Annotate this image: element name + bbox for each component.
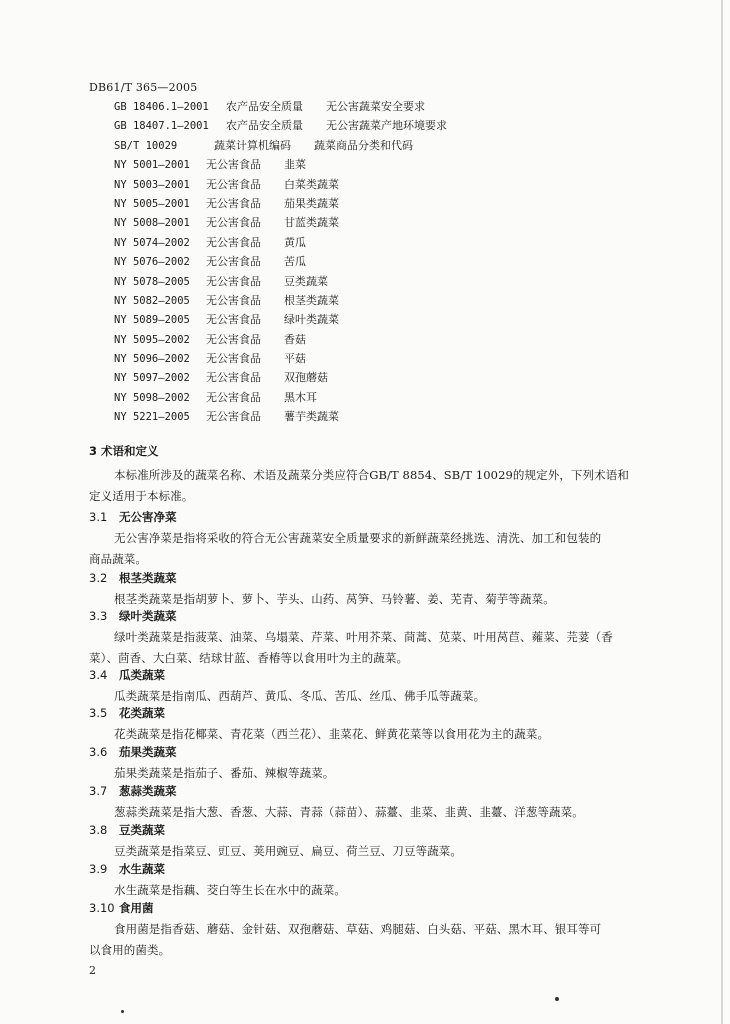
reference-row <box>114 194 447 213</box>
term-title: 花类蔬菜 <box>119 706 165 720</box>
section-3-heading: 3 术语和定义 <box>89 444 159 458</box>
reference-title: 无公害蔬菜产地环境要求 <box>326 119 447 133</box>
reference-code: NY 5089—2005 <box>114 314 190 327</box>
reference-title: 黑木耳 <box>284 390 317 404</box>
term-number: 3.10 <box>89 901 115 915</box>
reference-code: NY 5096—2002 <box>114 353 190 366</box>
reference-category: 无公害食品 <box>206 390 261 404</box>
section-3-intro-line-1: 本标准所涉及的蔬菜名称、术语及蔬菜分类应符合GB/T 8854、SB/T 10029的规定外，下列术语和 <box>114 468 629 482</box>
term-definition-line: 食用菌是指香菇、蘑菇、金针菇、双孢蘑菇、草菇、鸡腿菇、白头菇、平菇、黑木耳、银耳等可 <box>114 922 602 936</box>
term-heading <box>89 667 165 683</box>
term-heading <box>89 608 177 624</box>
reference-title: 甘蓝类蔬菜 <box>284 216 339 230</box>
reference-code: NY 5074—2002 <box>114 236 190 249</box>
term-title: 茄果类蔬菜 <box>119 745 177 759</box>
reference-code: NY 5003—2001 <box>114 178 190 191</box>
term-definition-line: 豆类蔬菜是指菜豆、豇豆、荚用豌豆、扁豆、荷兰豆、刀豆等蔬菜。 <box>114 844 462 858</box>
term-title: 根茎类蔬菜 <box>119 571 177 585</box>
reference-code: NY 5095—2002 <box>114 333 190 346</box>
reference-title: 双孢蘑菇 <box>284 371 328 385</box>
term-number: 3.7 <box>89 784 108 798</box>
term-number: 3.5 <box>89 706 108 720</box>
term-heading <box>89 900 154 916</box>
term-definition-line: 菜）、茴香、大白菜、结球甘蓝、香椿等以食用叶为主的蔬菜。 <box>89 651 409 665</box>
term-definition-line: 根茎类蔬菜是指胡萝卜、萝卜、芋头、山药、莴笋、马铃薯、姜、芜青、菊芋等蔬菜。 <box>114 592 555 606</box>
reference-code: GB 18407.1—2001 <box>114 120 209 133</box>
reference-row <box>114 388 447 407</box>
term-title: 无公害净菜 <box>119 510 177 524</box>
reference-row <box>114 291 447 310</box>
reference-row <box>114 272 447 291</box>
term-definition-line: 商品蔬菜。 <box>89 552 147 566</box>
reference-title: 豆类蔬菜 <box>284 274 328 288</box>
reference-row <box>114 233 447 252</box>
term-number: 3.6 <box>89 745 108 759</box>
reference-category: 无公害食品 <box>206 410 261 424</box>
reference-category: 农产品安全质量 <box>226 100 303 113</box>
normative-references-list <box>114 97 447 427</box>
term-title: 水生蔬菜 <box>119 862 165 876</box>
reference-row <box>114 407 447 426</box>
reference-row <box>114 349 447 368</box>
reference-title: 香菇 <box>284 332 306 346</box>
reference-row <box>114 310 447 329</box>
reference-title: 黄瓜 <box>284 235 306 249</box>
reference-category: 无公害食品 <box>206 177 261 191</box>
reference-category: 无公害食品 <box>206 196 261 210</box>
reference-title: 韭菜 <box>284 158 306 172</box>
standard-number-header: DB61/T 365—2005 <box>89 81 198 94</box>
term-heading <box>89 705 165 721</box>
term-definition-line: 绿叶类蔬菜是指菠菜、油菜、乌塌菜、芹菜、叶用芥菜、茼蒿、苋菜、叶用莴苣、蕹菜、芫荽（香 <box>114 630 613 644</box>
reference-row <box>114 213 447 232</box>
reference-row <box>114 330 447 349</box>
term-definition-line: 葱蒜类蔬菜是指大葱、香葱、大蒜、青蒜（蒜苗）、蒜薹、韭菜、韭黄、韭薹、洋葱等蔬菜。 <box>114 805 584 819</box>
scan-speck <box>555 997 559 1001</box>
term-definition-line: 水生蔬菜是指藕、茭白等生长在水中的蔬菜。 <box>114 883 346 897</box>
term-title: 豆类蔬菜 <box>119 823 165 837</box>
reference-code: SB/T 10029 <box>114 139 178 152</box>
term-heading <box>89 783 177 799</box>
reference-row <box>114 116 447 135</box>
term-title: 绿叶类蔬菜 <box>119 609 177 623</box>
reference-row <box>114 368 447 387</box>
reference-category: 无公害食品 <box>206 255 261 269</box>
reference-code: NY 5082—2005 <box>114 294 190 307</box>
reference-category: 无公害食品 <box>206 216 261 230</box>
reference-category: 无公害食品 <box>206 158 261 172</box>
term-title: 葱蒜类蔬菜 <box>119 784 177 798</box>
reference-row <box>114 155 447 174</box>
term-definition-line: 茄果类蔬菜是指茄子、番茄、辣椒等蔬菜。 <box>114 766 335 780</box>
reference-category: 无公害食品 <box>206 332 261 346</box>
section-3-intro-line-2: 定义适用于本标准。 <box>89 489 194 503</box>
reference-title: 根茎类蔬菜 <box>284 293 339 307</box>
reference-title: 苦瓜 <box>284 255 306 269</box>
term-definition-line: 瓜类蔬菜是指南瓜、西葫芦、黄瓜、冬瓜、苦瓜、丝瓜、佛手瓜等蔬菜。 <box>114 689 486 703</box>
term-number: 3.8 <box>89 823 108 837</box>
reference-category: 无公害食品 <box>206 235 261 249</box>
reference-code: GB 18406.1—2001 <box>114 101 209 113</box>
page-number: 2 <box>89 964 96 977</box>
term-heading <box>89 861 165 877</box>
term-heading <box>89 744 177 760</box>
term-definition-line: 无公害净菜是指将采收的符合无公害蔬菜安全质量要求的新鲜蔬菜经挑选、清洗、加工和包装的 <box>114 531 602 545</box>
reference-code: NY 5076—2002 <box>114 256 190 269</box>
term-number: 3.3 <box>89 609 108 623</box>
reference-title: 平菇 <box>284 352 306 366</box>
reference-code: NY 5097—2002 <box>114 372 190 385</box>
reference-category: 无公害食品 <box>206 371 261 385</box>
scan-speck <box>121 1010 124 1013</box>
term-definition-line: 以食用的菌类。 <box>89 943 171 957</box>
reference-code: NY 5005—2001 <box>114 197 190 210</box>
reference-category: 无公害食品 <box>206 313 261 327</box>
term-heading <box>89 822 165 838</box>
reference-row <box>114 175 447 194</box>
scan-edge-line <box>721 0 723 1024</box>
reference-category: 无公害食品 <box>206 274 261 288</box>
reference-code: NY 5098—2002 <box>114 391 190 404</box>
reference-code: NY 5221—2005 <box>114 411 190 424</box>
reference-category: 蔬菜计算机编码 <box>214 138 291 152</box>
term-heading <box>89 570 177 586</box>
reference-code: NY 5078—2005 <box>114 275 190 288</box>
reference-title: 薯芋类蔬菜 <box>284 410 339 424</box>
reference-row <box>114 136 447 155</box>
term-title: 瓜类蔬菜 <box>119 668 165 682</box>
term-number: 3.9 <box>89 862 108 876</box>
reference-title: 蔬菜商品分类和代码 <box>314 138 413 152</box>
reference-title: 无公害蔬菜安全要求 <box>326 100 425 113</box>
reference-title: 茄果类蔬菜 <box>284 196 339 210</box>
term-definition-line: 花类蔬菜是指花椰菜、青花菜（西兰花）、韭菜花、鲜黄花菜等以食用花为主的蔬菜。 <box>114 727 550 741</box>
reference-title: 白菜类蔬菜 <box>284 177 339 191</box>
reference-code: NY 5008—2001 <box>114 217 190 230</box>
reference-category: 无公害食品 <box>206 352 261 366</box>
reference-row <box>114 252 447 271</box>
reference-code: NY 5001—2001 <box>114 159 190 172</box>
term-number: 3.2 <box>89 571 108 585</box>
reference-category: 农产品安全质量 <box>226 119 303 133</box>
term-number: 3.4 <box>89 668 108 682</box>
term-number: 3.1 <box>89 510 108 524</box>
term-title: 食用菌 <box>119 901 154 915</box>
reference-row <box>114 97 447 116</box>
reference-category: 无公害食品 <box>206 293 261 307</box>
reference-title: 绿叶类蔬菜 <box>284 313 339 327</box>
term-heading <box>89 509 177 525</box>
